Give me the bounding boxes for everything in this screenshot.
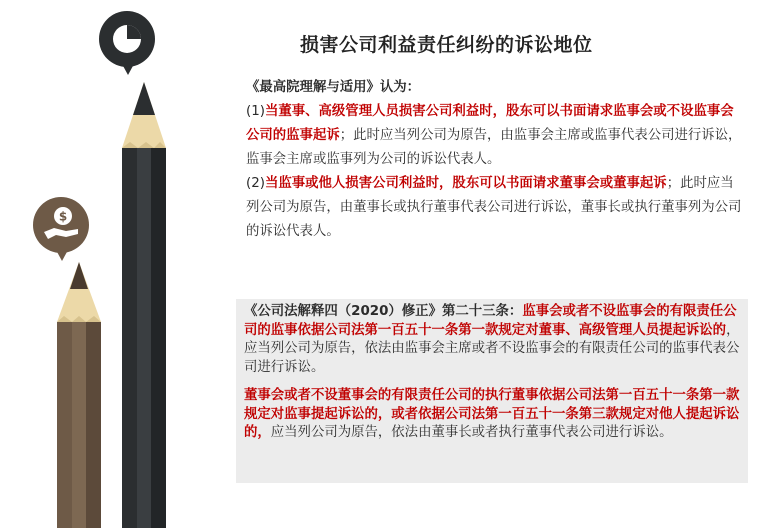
pie-chart-icon	[99, 11, 155, 75]
judicial-interpretation-box	[236, 299, 748, 483]
svg-text:$: $	[58, 209, 68, 224]
item-1-number: (1)	[246, 104, 265, 119]
opinion-item-2	[246, 172, 746, 244]
page-title: 损害公司利益责任纠纷的诉讼地位	[300, 34, 593, 56]
supreme-court-opinion	[246, 76, 746, 244]
interpretation-source: 《公司法解释四（2020）修正》第二十三条：	[244, 304, 523, 319]
opinion-source: 《最高院理解与适用》认为：	[246, 80, 421, 95]
short-pencil	[57, 262, 101, 528]
item-2-highlight: 当监事或他人损害公司利益时，股东可以书面请求董事会或董事起诉	[264, 176, 667, 191]
interpretation-2-highlight: 董事会或者不设董事会的有限责任公司的执行董事依据公司法第一百五十一条第一款规定对监事提起诉讼的，或者依据公司法第一百五十一条第三款规定对他人提起诉讼的，	[244, 388, 740, 440]
interpretation-1-highlight: 监事会或者不设监事会的有限责任公司的监事依据公司法第一百五十一条第一款规定对董事、高级管理人员提起诉讼的	[244, 304, 737, 338]
opinion-item-1	[246, 100, 746, 172]
money-hand-icon	[33, 197, 89, 261]
interpretation-paragraph-1	[244, 303, 744, 377]
tall-pencil	[122, 82, 166, 528]
item-2-text: ；此时应当列公司为原告，由董事长或执行董事代表公司进行诉讼，董事长或执行董事列为公司的诉讼代表人。	[246, 176, 742, 239]
item-1-text: ；此时应当列公司为原告，由监事会主席或监事代表公司进行诉讼，监事会主席或监事列为公司的诉讼代表人。	[246, 128, 742, 167]
interpretation-paragraph-2	[244, 387, 744, 443]
interpretation-2-text: 应当列公司为原告，依法由董事长或者执行董事代表公司进行诉讼。	[270, 425, 673, 440]
item-2-number: (2)	[246, 176, 265, 191]
item-1-highlight: 当董事、高级管理人员损害公司利益时，股东可以书面请求监事会或不设监事会公司的监事起诉	[246, 104, 734, 143]
pencil-illustration	[0, 0, 240, 528]
interpretation-1-text: ，应当列公司为原告，依法由监事会主席或者不设监事会的有限责任公司的监事代表公司进行诉讼。	[244, 322, 740, 375]
